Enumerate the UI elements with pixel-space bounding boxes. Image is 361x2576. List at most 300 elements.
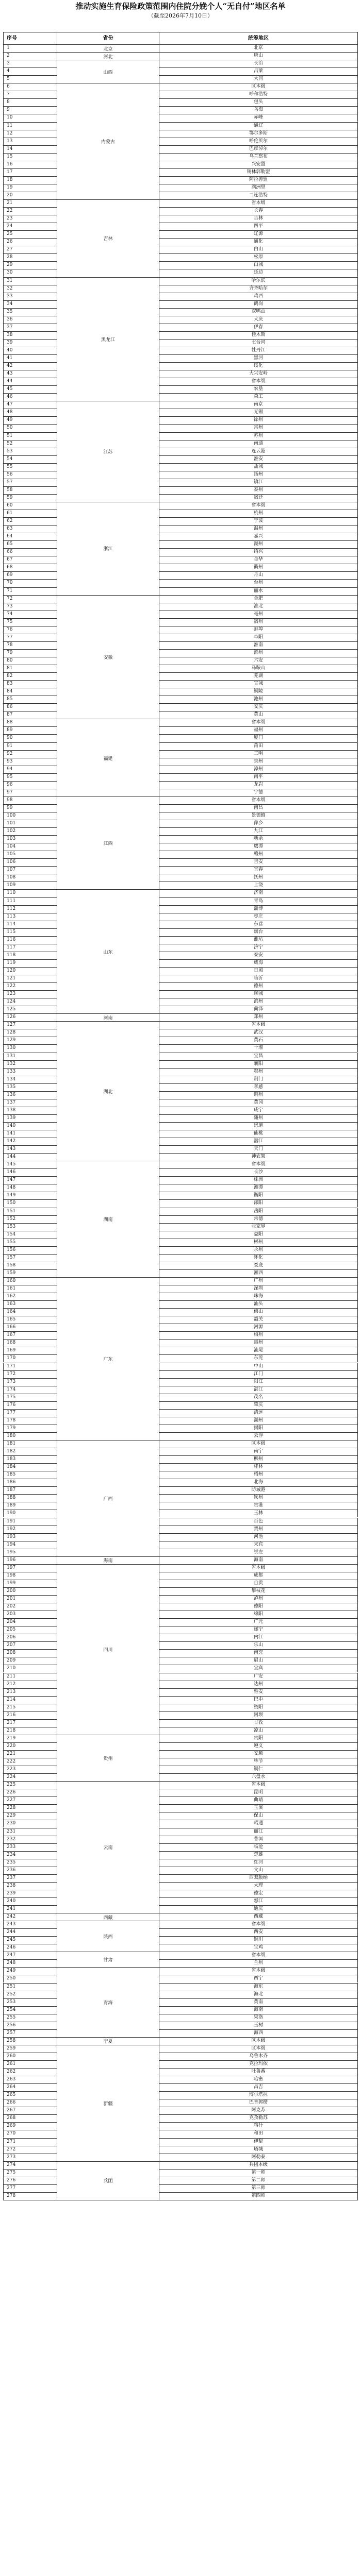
row-region: 西藏 bbox=[159, 1913, 358, 1921]
row-serial: 73 bbox=[3, 603, 57, 611]
row-serial: 159 bbox=[3, 1269, 57, 1277]
row-region: 铜川 bbox=[159, 1936, 358, 1944]
row-region: 广州 bbox=[159, 1277, 358, 1285]
row-serial: 141 bbox=[3, 1130, 57, 1138]
row-serial: 150 bbox=[3, 1199, 57, 1207]
row-region: 蚌埠 bbox=[159, 626, 358, 634]
row-region: 文山 bbox=[159, 1867, 358, 1874]
row-region: 郴州 bbox=[159, 1239, 358, 1246]
row-serial: 60 bbox=[3, 502, 57, 510]
row-serial: 131 bbox=[3, 1053, 57, 1060]
row-region: 第一师 bbox=[159, 2169, 358, 2177]
row-serial: 238 bbox=[3, 1882, 57, 1890]
row-serial: 25 bbox=[3, 230, 57, 238]
row-serial: 90 bbox=[3, 734, 57, 742]
row-serial: 247 bbox=[3, 1952, 57, 1959]
row-serial: 224 bbox=[3, 1773, 57, 1781]
row-serial: 212 bbox=[3, 1681, 57, 1688]
row-region: 海东 bbox=[159, 1983, 358, 1991]
row-serial: 175 bbox=[3, 1394, 57, 1401]
row-region: 绍兴 bbox=[159, 548, 358, 556]
row-region: 盐城 bbox=[159, 463, 358, 471]
row-region: 揭阳 bbox=[159, 1425, 358, 1432]
row-serial: 135 bbox=[3, 1083, 57, 1091]
row-serial: 87 bbox=[3, 711, 57, 719]
row-region: 湘西 bbox=[159, 1269, 358, 1277]
row-serial: 196 bbox=[3, 1556, 57, 1564]
row-region: 区本级 bbox=[159, 83, 358, 91]
row-region: 莆田 bbox=[159, 742, 358, 750]
row-region: 钦州 bbox=[159, 1494, 358, 1502]
row-serial: 35 bbox=[3, 308, 57, 316]
row-region: 十堰 bbox=[159, 1044, 358, 1052]
row-region: 安庆 bbox=[159, 703, 358, 711]
row-serial: 245 bbox=[3, 1936, 57, 1944]
row-serial: 26 bbox=[3, 238, 57, 246]
row-region: 常德 bbox=[159, 1215, 358, 1223]
row-region: 孝感 bbox=[159, 1083, 358, 1091]
row-region: 崇左 bbox=[159, 1549, 358, 1556]
row-serial: 190 bbox=[3, 1510, 57, 1517]
row-region: 昭通 bbox=[159, 1820, 358, 1827]
row-region: 松原 bbox=[159, 253, 358, 261]
row-region: 潮州 bbox=[159, 1417, 358, 1425]
row-region: 衢州 bbox=[159, 564, 358, 571]
row-serial: 232 bbox=[3, 1836, 57, 1843]
row-serial: 240 bbox=[3, 1897, 57, 1905]
row-region: 金华 bbox=[159, 556, 358, 564]
row-serial: 118 bbox=[3, 952, 57, 959]
row-region: 鸡西 bbox=[159, 293, 358, 300]
province-cell: 福建 bbox=[57, 719, 159, 796]
province-cell: 黑龙江 bbox=[57, 277, 159, 401]
row-serial: 206 bbox=[3, 1634, 57, 1641]
row-region: 芜湖 bbox=[159, 672, 358, 680]
row-serial: 99 bbox=[3, 804, 57, 812]
row-region: 曲靖 bbox=[159, 1797, 358, 1804]
row-region: 汕头 bbox=[159, 1300, 358, 1308]
row-region: 克拉玛依 bbox=[159, 2060, 358, 2068]
row-serial: 57 bbox=[3, 479, 57, 486]
row-serial: 204 bbox=[3, 1618, 57, 1626]
row-region: 六安 bbox=[159, 657, 358, 665]
row-serial: 155 bbox=[3, 1239, 57, 1246]
row-region: 保山 bbox=[159, 1812, 358, 1820]
row-serial: 199 bbox=[3, 1580, 57, 1587]
row-region: 黄南 bbox=[159, 1998, 358, 2006]
row-region: 赤峰 bbox=[159, 114, 358, 122]
row-serial: 164 bbox=[3, 1308, 57, 1316]
row-serial: 101 bbox=[3, 820, 57, 827]
row-serial: 211 bbox=[3, 1673, 57, 1681]
row-serial: 173 bbox=[3, 1378, 57, 1386]
row-region: 区本级 bbox=[159, 2045, 358, 2053]
province-cell: 内蒙古 bbox=[57, 83, 159, 199]
row-region: 第四师 bbox=[159, 2192, 358, 2200]
row-region: 长春 bbox=[159, 207, 358, 215]
row-region: 茂名 bbox=[159, 1394, 358, 1401]
row-region: 池州 bbox=[159, 696, 358, 703]
row-region: 省本级 bbox=[159, 1967, 358, 1975]
row-serial: 270 bbox=[3, 2130, 57, 2138]
row-serial: 139 bbox=[3, 1114, 57, 1122]
row-region: 仙桃 bbox=[159, 1130, 358, 1138]
row-region: 宿迁 bbox=[159, 494, 358, 502]
row-region: 攀枝花 bbox=[159, 1587, 358, 1595]
row-serial: 109 bbox=[3, 882, 57, 889]
document-subtitle: （截至2026年7月10日） bbox=[148, 12, 213, 19]
row-serial: 215 bbox=[3, 1704, 57, 1711]
row-region: 大庆 bbox=[159, 316, 358, 324]
row-region: 省本级 bbox=[159, 199, 358, 207]
row-region: 吕梁 bbox=[159, 67, 358, 75]
row-region: 荆州 bbox=[159, 1091, 358, 1099]
row-region: 扬州 bbox=[159, 471, 358, 479]
row-serial: 246 bbox=[3, 1944, 57, 1952]
row-serial: 217 bbox=[3, 1719, 57, 1727]
row-region: 满洲里 bbox=[159, 184, 358, 192]
row-region: 嘉兴 bbox=[159, 533, 358, 540]
row-region: 黄石 bbox=[159, 1037, 358, 1044]
row-region: 楚雄 bbox=[159, 1851, 358, 1859]
row-region: 区本级 bbox=[159, 1440, 358, 1448]
row-serial: 81 bbox=[3, 665, 57, 672]
row-region: 九江 bbox=[159, 827, 358, 835]
row-serial: 258 bbox=[3, 2037, 57, 2045]
row-region: 海南 bbox=[159, 1556, 358, 1564]
row-region: 哈尔滨 bbox=[159, 277, 358, 285]
row-serial: 63 bbox=[3, 525, 57, 533]
row-serial: 134 bbox=[3, 1076, 57, 1083]
row-serial: 33 bbox=[3, 293, 57, 300]
row-region: 农垦 bbox=[159, 385, 358, 393]
row-serial: 214 bbox=[3, 1696, 57, 1704]
row-serial: 122 bbox=[3, 982, 57, 990]
row-region: 咸宁 bbox=[159, 1107, 358, 1114]
row-region: 牡丹江 bbox=[159, 347, 358, 354]
row-region: 南平 bbox=[159, 773, 358, 781]
province-cell: 甘肃 bbox=[57, 1952, 159, 1967]
row-region: 齐齐哈尔 bbox=[159, 285, 358, 293]
row-region: 雅安 bbox=[159, 1688, 358, 1696]
row-region: 泉州 bbox=[159, 758, 358, 766]
row-serial: 180 bbox=[3, 1432, 57, 1440]
row-region: 玉溪 bbox=[159, 1804, 358, 1812]
row-serial: 223 bbox=[3, 1766, 57, 1773]
row-region: 省本级 bbox=[159, 1021, 358, 1029]
row-serial: 31 bbox=[3, 277, 57, 285]
row-region: 德州 bbox=[159, 982, 358, 990]
row-serial: 128 bbox=[3, 1029, 57, 1037]
row-region: 通辽 bbox=[159, 122, 358, 130]
row-region: 桂林 bbox=[159, 1463, 358, 1471]
row-region: 四平 bbox=[159, 223, 358, 230]
row-region: 厦门 bbox=[159, 734, 358, 742]
row-serial: 231 bbox=[3, 1828, 57, 1836]
row-serial: 107 bbox=[3, 866, 57, 874]
row-serial: 46 bbox=[3, 393, 57, 401]
row-serial: 248 bbox=[3, 1959, 57, 1967]
row-region: 省本级 bbox=[159, 502, 358, 510]
province-cell: 四川 bbox=[57, 1564, 159, 1735]
row-serial: 222 bbox=[3, 1758, 57, 1766]
row-region: 省本级 bbox=[159, 1161, 358, 1168]
row-region: 区本级 bbox=[159, 2037, 358, 2045]
row-serial: 48 bbox=[3, 409, 57, 416]
row-serial: 249 bbox=[3, 1967, 57, 1975]
row-region: 玉林 bbox=[159, 1510, 358, 1517]
row-serial: 23 bbox=[3, 215, 57, 223]
row-region: 省本级 bbox=[159, 1781, 358, 1789]
row-region: 省本级 bbox=[159, 378, 358, 385]
row-serial: 163 bbox=[3, 1300, 57, 1308]
row-region: 贵阳 bbox=[159, 1735, 358, 1742]
row-serial: 228 bbox=[3, 1804, 57, 1812]
row-serial: 68 bbox=[3, 564, 57, 571]
row-region: 云浮 bbox=[159, 1432, 358, 1440]
row-serial: 208 bbox=[3, 1649, 57, 1657]
row-serial: 154 bbox=[3, 1231, 57, 1239]
row-region: 娄底 bbox=[159, 1262, 358, 1269]
row-region: 台州 bbox=[159, 579, 358, 587]
row-serial: 194 bbox=[3, 1541, 57, 1549]
row-region: 来宾 bbox=[159, 1541, 358, 1549]
row-serial: 192 bbox=[3, 1526, 57, 1533]
row-region: 遂宁 bbox=[159, 1626, 358, 1634]
province-cell: 吉林 bbox=[57, 199, 159, 277]
row-region: 赣州 bbox=[159, 851, 358, 858]
row-region: 韶关 bbox=[159, 1316, 358, 1324]
row-serial: 268 bbox=[3, 2114, 57, 2122]
row-region: 淮北 bbox=[159, 603, 358, 611]
row-serial: 62 bbox=[3, 517, 57, 525]
row-serial: 152 bbox=[3, 1215, 57, 1223]
row-region: 肇庆 bbox=[159, 1401, 358, 1409]
row-serial: 20 bbox=[3, 192, 57, 199]
row-region: 伊犁 bbox=[159, 2138, 358, 2146]
row-serial: 239 bbox=[3, 1890, 57, 1897]
row-region: 阿克苏 bbox=[159, 2107, 358, 2114]
row-serial: 236 bbox=[3, 1867, 57, 1874]
row-region: 省本级 bbox=[159, 1921, 358, 1928]
province-cell: 河北 bbox=[57, 52, 159, 60]
province-cell: 江西 bbox=[57, 796, 159, 890]
row-region: 宜宾 bbox=[159, 1665, 358, 1672]
row-serial: 188 bbox=[3, 1494, 57, 1502]
row-region: 阿拉善盟 bbox=[159, 176, 358, 184]
row-region: 西宁 bbox=[159, 1975, 358, 1982]
row-region: 塔城 bbox=[159, 2146, 358, 2154]
row-region: 株洲 bbox=[159, 1176, 358, 1184]
row-region: 临沂 bbox=[159, 975, 358, 982]
row-serial: 11 bbox=[3, 122, 57, 130]
row-serial: 115 bbox=[3, 928, 57, 936]
row-region: 威海 bbox=[159, 959, 358, 967]
row-serial: 2 bbox=[3, 52, 57, 60]
row-region: 珠海 bbox=[159, 1293, 358, 1300]
row-region: 黑河 bbox=[159, 354, 358, 362]
row-serial: 181 bbox=[3, 1440, 57, 1448]
row-region: 南京 bbox=[159, 401, 358, 409]
row-region: 博尔塔拉 bbox=[159, 2091, 358, 2099]
row-serial: 259 bbox=[3, 2045, 57, 2053]
row-region: 武汉 bbox=[159, 1029, 358, 1037]
row-serial: 32 bbox=[3, 285, 57, 293]
row-region: 宣城 bbox=[159, 680, 358, 688]
row-serial: 110 bbox=[3, 889, 57, 897]
row-serial: 275 bbox=[3, 2169, 57, 2177]
row-region: 二连浩特 bbox=[159, 192, 358, 199]
row-region: 怒江 bbox=[159, 1897, 358, 1905]
header-province: 省份 bbox=[57, 32, 159, 44]
row-region: 内江 bbox=[159, 1634, 358, 1641]
row-serial: 27 bbox=[3, 246, 57, 253]
row-serial: 144 bbox=[3, 1153, 57, 1161]
row-serial: 269 bbox=[3, 2122, 57, 2130]
row-region: 兵团本级 bbox=[159, 2161, 358, 2169]
row-serial: 17 bbox=[3, 168, 57, 176]
row-region: 宁德 bbox=[159, 789, 358, 796]
row-serial: 257 bbox=[3, 2029, 57, 2037]
row-serial: 76 bbox=[3, 626, 57, 634]
row-region: 贺州 bbox=[159, 1526, 358, 1533]
province-cell: 湖北 bbox=[57, 1021, 159, 1161]
province-cell: 安徽 bbox=[57, 595, 159, 719]
row-region: 广元 bbox=[159, 1618, 358, 1626]
row-serial: 219 bbox=[3, 1735, 57, 1742]
row-serial: 165 bbox=[3, 1316, 57, 1324]
row-region: 济宁 bbox=[159, 944, 358, 952]
row-serial: 233 bbox=[3, 1843, 57, 1851]
row-region: 宜春 bbox=[159, 866, 358, 874]
row-region: 北海 bbox=[159, 1479, 358, 1486]
province-cell: 广东 bbox=[57, 1277, 159, 1440]
row-serial: 18 bbox=[3, 176, 57, 184]
row-region: 江门 bbox=[159, 1370, 358, 1378]
row-serial: 100 bbox=[3, 812, 57, 820]
row-region: 杭州 bbox=[159, 510, 358, 517]
row-serial: 167 bbox=[3, 1331, 57, 1339]
row-region: 佳木斯 bbox=[159, 331, 358, 339]
row-serial: 6 bbox=[3, 83, 57, 91]
row-serial: 202 bbox=[3, 1603, 57, 1611]
row-region: 绵阳 bbox=[159, 1611, 358, 1618]
row-serial: 251 bbox=[3, 1983, 57, 1991]
row-serial: 116 bbox=[3, 936, 57, 944]
row-region: 张家界 bbox=[159, 1223, 358, 1231]
row-serial: 89 bbox=[3, 726, 57, 734]
row-serial: 216 bbox=[3, 1711, 57, 1719]
row-serial: 151 bbox=[3, 1208, 57, 1215]
row-serial: 225 bbox=[3, 1781, 57, 1789]
row-serial: 111 bbox=[3, 897, 57, 905]
row-region: 长治 bbox=[159, 60, 358, 67]
row-serial: 94 bbox=[3, 766, 57, 773]
row-region: 果洛 bbox=[159, 2014, 358, 2022]
row-region: 防城港 bbox=[159, 1486, 358, 1494]
row-region: 省本级 bbox=[159, 1564, 358, 1572]
row-serial: 145 bbox=[3, 1161, 57, 1168]
row-region: 昆明 bbox=[159, 1789, 358, 1797]
row-serial: 97 bbox=[3, 789, 57, 796]
row-serial: 157 bbox=[3, 1254, 57, 1262]
row-region: 南昌 bbox=[159, 804, 358, 812]
row-serial: 13 bbox=[3, 138, 57, 145]
row-region: 永州 bbox=[159, 1246, 358, 1254]
province-cell: 湖南 bbox=[57, 1161, 159, 1277]
row-region: 龙岩 bbox=[159, 781, 358, 789]
row-serial: 59 bbox=[3, 494, 57, 502]
row-region: 自贡 bbox=[159, 1580, 358, 1587]
row-region: 合肥 bbox=[159, 595, 358, 603]
row-serial: 198 bbox=[3, 1572, 57, 1580]
row-region: 凉山 bbox=[159, 1727, 358, 1735]
row-serial: 242 bbox=[3, 1913, 57, 1921]
row-serial: 220 bbox=[3, 1742, 57, 1750]
row-serial: 85 bbox=[3, 696, 57, 703]
row-region: 通化 bbox=[159, 238, 358, 246]
row-serial: 14 bbox=[3, 145, 57, 153]
row-serial: 143 bbox=[3, 1145, 57, 1153]
row-serial: 126 bbox=[3, 1013, 57, 1021]
row-serial: 273 bbox=[3, 2154, 57, 2161]
row-serial: 244 bbox=[3, 1928, 57, 1936]
row-region: 中山 bbox=[159, 1363, 358, 1370]
row-region: 湛江 bbox=[159, 1386, 358, 1394]
row-serial: 1 bbox=[3, 44, 57, 52]
row-serial: 156 bbox=[3, 1246, 57, 1254]
row-serial: 142 bbox=[3, 1138, 57, 1145]
row-serial: 123 bbox=[3, 990, 57, 998]
row-region: 梧州 bbox=[159, 1471, 358, 1479]
row-serial: 267 bbox=[3, 2107, 57, 2114]
header-serial: 序号 bbox=[3, 32, 57, 44]
row-region: 唐山 bbox=[159, 52, 358, 60]
row-region: 益阳 bbox=[159, 1231, 358, 1239]
row-region: 连云港 bbox=[159, 448, 358, 455]
row-serial: 83 bbox=[3, 680, 57, 688]
row-region: 宁波 bbox=[159, 517, 358, 525]
row-serial: 153 bbox=[3, 1223, 57, 1231]
row-serial: 197 bbox=[3, 1564, 57, 1572]
row-serial: 28 bbox=[3, 253, 57, 261]
row-serial: 30 bbox=[3, 269, 57, 277]
row-region: 吐鲁番 bbox=[159, 2068, 358, 2076]
row-serial: 254 bbox=[3, 2006, 57, 2014]
row-serial: 177 bbox=[3, 1409, 57, 1417]
row-serial: 75 bbox=[3, 618, 57, 626]
row-serial: 183 bbox=[3, 1455, 57, 1463]
row-serial: 105 bbox=[3, 851, 57, 858]
row-region: 森工 bbox=[159, 393, 358, 401]
row-serial: 169 bbox=[3, 1347, 57, 1354]
row-serial: 264 bbox=[3, 2083, 57, 2091]
row-serial: 104 bbox=[3, 843, 57, 851]
row-region: 荆门 bbox=[159, 1076, 358, 1083]
row-region: 巴音郭楞 bbox=[159, 2099, 358, 2107]
row-region: 镇江 bbox=[159, 479, 358, 486]
row-serial: 213 bbox=[3, 1688, 57, 1696]
row-serial: 80 bbox=[3, 657, 57, 665]
row-region: 大同 bbox=[159, 75, 358, 83]
row-region: 济南 bbox=[159, 889, 358, 897]
row-serial: 278 bbox=[3, 2192, 57, 2200]
row-serial: 37 bbox=[3, 324, 57, 331]
row-region: 绥化 bbox=[159, 362, 358, 370]
row-serial: 176 bbox=[3, 1401, 57, 1409]
row-serial: 162 bbox=[3, 1293, 57, 1300]
row-serial: 203 bbox=[3, 1611, 57, 1618]
